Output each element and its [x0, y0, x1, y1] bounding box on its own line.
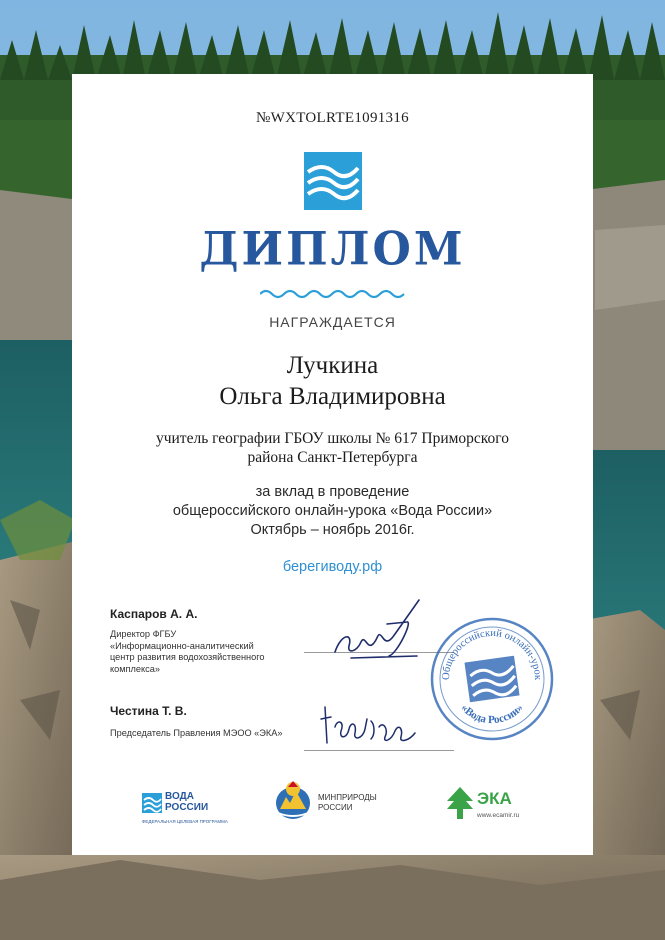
site-link[interactable]: берегиводу.рф	[282, 559, 383, 575]
partner-voda-rossii-logo	[142, 791, 228, 827]
stamp-ring-text: Общероссийский онлайн-урок	[440, 627, 544, 681]
partner-minprirody-logo	[274, 779, 394, 824]
partner-eka-name: ЭКА	[477, 789, 512, 808]
signer-role	[110, 629, 320, 675]
signature-line	[304, 750, 454, 751]
partner-voda-line: РОССИИ	[165, 802, 209, 813]
recipient-name: Ольга Владимировна	[219, 383, 446, 410]
partner-minprirody-line: МИНПРИРОДЫ	[318, 793, 377, 802]
certificate-number: №WXTOLRTE1091316	[256, 110, 409, 126]
reason-line: общероссийского онлайн-урока «Вода России»	[172, 503, 493, 519]
handwritten-signature	[327, 594, 427, 664]
signer-name: Честина Т. В.	[110, 704, 187, 718]
partner-eka-logo	[447, 787, 532, 827]
seal-stamp	[427, 614, 557, 744]
certificate-card	[72, 74, 593, 855]
partner-voda-line: ВОДА	[165, 791, 194, 802]
handwritten-signature	[317, 699, 422, 749]
signer-role-line: Председатель Правления МЭОО «ЭКА»	[110, 728, 283, 738]
stamp-bottom-text: «Вода России»	[458, 701, 526, 727]
partner-voda-subtitle: ФЕДЕРАЛЬНАЯ ЦЕЛЕВАЯ ПРОГРАММА	[142, 819, 228, 824]
recipient-position-line: учитель географии ГБОУ школы № 617 Приморского	[155, 430, 510, 447]
reason-line: за вклад в проведение	[255, 484, 410, 500]
diploma-title: ДИПЛОМ	[199, 222, 466, 277]
partner-eka-site: www.ecamir.ru	[477, 812, 520, 819]
water-waves-icon	[142, 793, 162, 813]
tree-icon	[447, 787, 473, 819]
signer-name: Каспаров А. А.	[110, 607, 198, 621]
signer-role-line: Директор ФГБУ	[110, 629, 177, 639]
svg-text:«Вода России»	[458, 702, 525, 726]
recipient-position-line: района Санкт-Петербурга	[247, 449, 418, 466]
recipient-surname: Лучкина	[286, 352, 379, 379]
signer-role-line: комплекса»	[110, 663, 160, 674]
reason-date-line: Октябрь – ноябрь 2016г.	[250, 522, 415, 538]
water-waves-logo-icon	[304, 152, 362, 210]
awarded-label: НАГРАЖДАЕТСЯ	[269, 314, 396, 330]
wave-divider-icon	[260, 288, 408, 300]
signer-role-line: «Информационно-аналитический	[110, 640, 254, 651]
coat-of-arms-icon	[274, 779, 312, 821]
partner-minprirody-line: РОССИИ	[318, 803, 353, 812]
signer-role-line: центр развития водохозяйственного	[110, 652, 265, 662]
signer-role	[110, 728, 320, 740]
